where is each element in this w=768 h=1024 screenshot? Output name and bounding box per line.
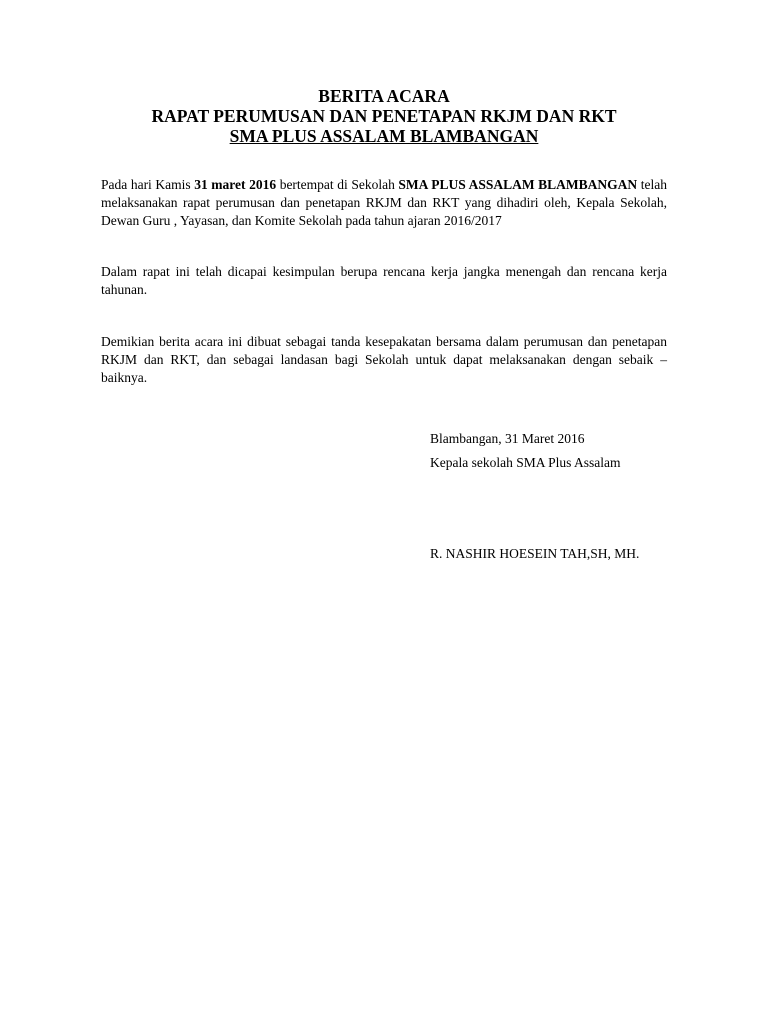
paragraph-closing: Demikian berita acara ini dibuat sebagai tanda kesepakatan bersama dalam perumusan dan penetapan RKJM dan RKT, dan sebagai landasan bagi Sekolah untuk dapat melaksanakan dengan sebaik – baiknya. bbox=[101, 334, 667, 385]
paragraph-conclusion: Dalam rapat ini telah dicapai kesimpulan berupa rencana kerja jangka menengah dan rencana kerja tahunan. bbox=[101, 264, 667, 297]
document-title bbox=[80, 86, 688, 146]
paragraph-opening-text-3: telah melaksanakan rapat perumusan dan penetapan RKJM dan RKT yang dihadiri oleh, Kepala Sekolah, Dewan Guru , Yayasan, dan Komite Sekolah pada tahun ajaran 2016/2017 bbox=[101, 177, 668, 228]
signature-name: R. NASHIR HOESEIN TAH,SH, MH. bbox=[430, 546, 640, 561]
paragraph-opening-text-1: Pada hari Kamis bbox=[101, 177, 195, 192]
paragraph-opening bbox=[101, 176, 667, 230]
title-line-1: BERITA ACARA bbox=[318, 86, 450, 106]
school-name: SMA PLUS ASSALAM BLAMBANGAN bbox=[398, 177, 638, 192]
title-line-2: RAPAT PERUMUSAN DAN PENETAPAN RKJM DAN RKT bbox=[151, 106, 617, 126]
meeting-date: 31 maret 2016 bbox=[194, 177, 277, 192]
paragraph-opening-text-2: bertempat di Sekolah bbox=[276, 177, 399, 192]
title-line-3: SMA PLUS ASSALAM BLAMBANGAN bbox=[229, 126, 539, 146]
signature-place-date: Blambangan, 31 Maret 2016 bbox=[430, 431, 585, 446]
signature-position: Kepala sekolah SMA Plus Assalam bbox=[430, 455, 621, 470]
